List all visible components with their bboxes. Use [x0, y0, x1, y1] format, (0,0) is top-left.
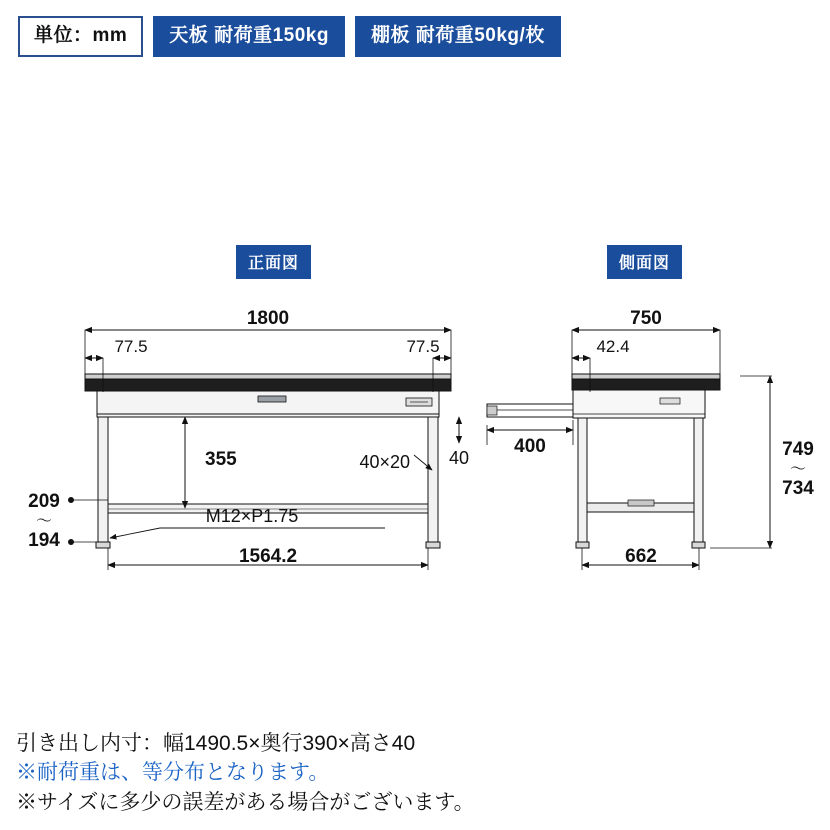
- front-dot-194: [68, 539, 74, 545]
- front-dim-15642: 1564.2: [238, 546, 298, 567]
- side-dim-height-tilde: 〜: [789, 461, 807, 478]
- front-drawer-handle-left: [258, 396, 286, 402]
- front-dim-355: 355: [205, 449, 237, 470]
- side-dim-424: 42.4: [596, 337, 630, 356]
- front-dim-194: 194: [28, 530, 60, 551]
- front-top-board: [85, 378, 451, 391]
- side-dim-734: 734: [782, 478, 814, 499]
- note-drawer-inner-size: 引き出し内寸：幅1490.5×奥行390×高さ40: [16, 731, 416, 755]
- side-foot-back: [692, 542, 705, 548]
- side-drawer-handle: [660, 398, 680, 404]
- side-view-label: 側面図: [607, 245, 682, 279]
- side-lower-rail-bracket: [628, 500, 654, 506]
- footer-notes: [16, 729, 816, 818]
- front-drawer-face: [97, 391, 439, 417]
- front-leader-m12: [110, 528, 385, 538]
- note-size-tolerance: ※サイズに多少の誤差がある場合がございます。: [16, 791, 475, 815]
- side-drawer-extended: [487, 404, 573, 417]
- front-top-board-surface: [85, 374, 451, 379]
- front-dim-40x20: 40×20: [359, 452, 410, 472]
- side-drawer-extended-endcap: [487, 406, 497, 415]
- side-leg-back: [694, 418, 703, 542]
- front-foot-left: [96, 542, 110, 548]
- shelf-load-badge: 棚板 耐荷重50kg/枚: [355, 16, 561, 57]
- front-leg-right: [428, 417, 438, 542]
- front-view-label: 正面図: [236, 245, 311, 279]
- front-leg-left: [98, 417, 108, 542]
- front-dim-1800: 1800: [246, 308, 290, 329]
- side-dim-662: 662: [625, 546, 657, 567]
- front-dim-leveler-tilde: 〜: [35, 513, 53, 530]
- front-dim-775-left: 77.5: [114, 337, 148, 356]
- side-top-board: [572, 378, 720, 390]
- front-dot-209: [68, 497, 74, 503]
- side-top-board-surface: [572, 374, 720, 379]
- front-foot-right: [426, 542, 440, 548]
- side-dim-750: 750: [630, 308, 662, 329]
- front-dim-m12: M12×P1.75: [205, 506, 299, 526]
- front-view-drawing: [28, 308, 469, 570]
- unit-badge: 単位：mm: [18, 16, 143, 57]
- side-leg-front: [578, 418, 587, 542]
- side-dim-749: 749: [782, 439, 814, 460]
- front-dim-209: 209: [28, 491, 60, 512]
- side-foot-front: [576, 542, 589, 548]
- side-view-drawing: [487, 308, 814, 570]
- side-dim-400: 400: [514, 436, 546, 457]
- front-dim-40: 40: [448, 448, 470, 468]
- front-dim-775-right: 77.5: [406, 337, 440, 356]
- top-load-badge: 天板 耐荷重150kg: [153, 16, 345, 57]
- note-load-distribution: ※耐荷重は、等分布となります。: [16, 761, 330, 785]
